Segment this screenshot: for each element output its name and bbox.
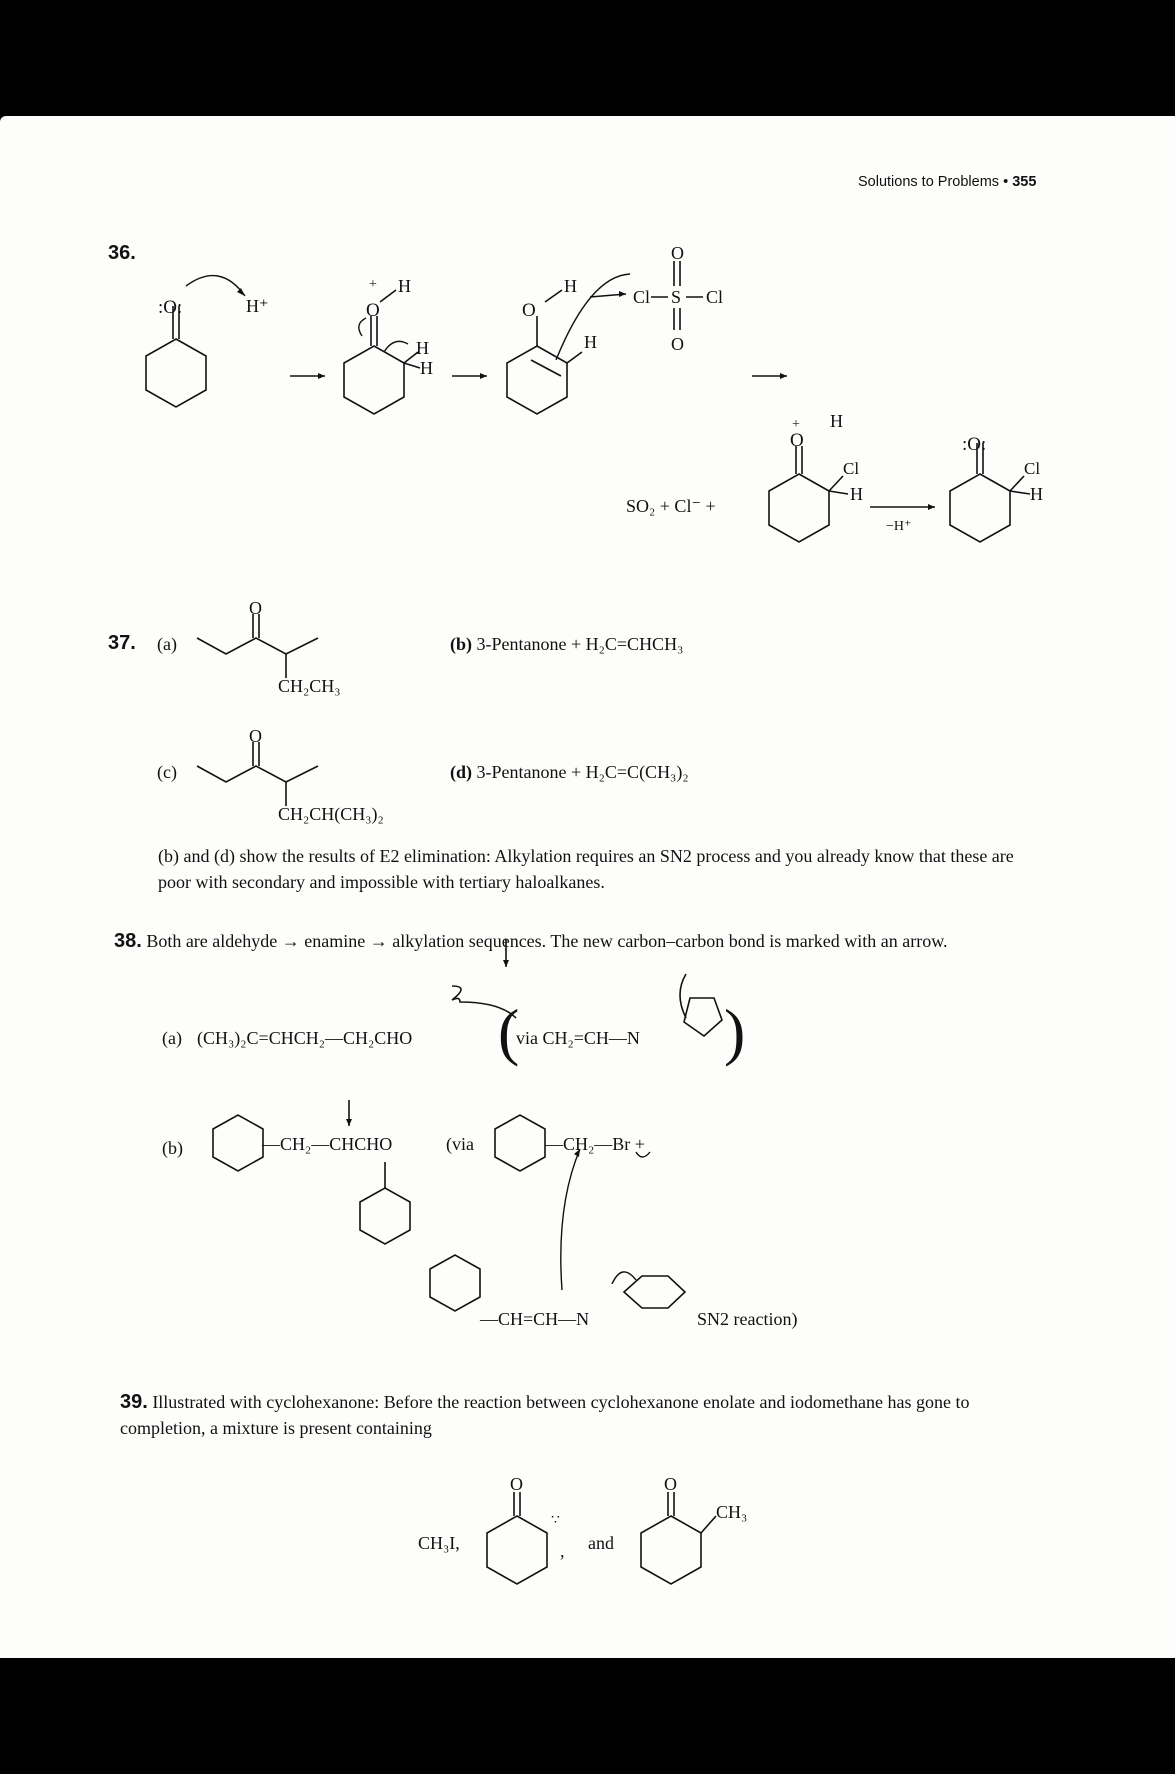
svg-text:O: O — [671, 334, 684, 354]
svg-text::O:: :O: — [962, 434, 987, 455]
cyclohexanone-1 — [146, 297, 206, 407]
svg-text:O: O — [790, 430, 804, 451]
svg-text:O: O — [671, 243, 684, 263]
svg-text:Cl: Cl — [633, 287, 651, 307]
svg-text:H: H — [416, 338, 429, 358]
h-atom: H — [398, 276, 411, 296]
label-37d: (d) 3-Pentanone + H₂C=C(CH₃)₂ — [450, 762, 689, 782]
product-38b: —CH₂—CHCHO — [262, 1134, 393, 1154]
problem-38-intro: 38. Both are aldehyde → enamine → alkylation sequences. The new carbon–carbon bond is marked with an arrow. — [114, 930, 948, 952]
structure-37c — [197, 726, 318, 806]
svg-text:O: O — [664, 1474, 677, 1494]
svg-text:H: H — [584, 332, 597, 352]
textbook-page: Solutions to Problems • 355 36. :O: H⁺ O + H H H O H H Cl S Cl O O SO₂ + Cl⁻ + O + H Cl H −H⁺ :O: Cl H O O O ∵ O CH₃ 37. (a) CH₂CH₃ (b) 3-Pentanone + H₂C=CHCH₃ (c) CH₂CH(CH₃)₂ (d) 3-Pentanone + H₂C=C(CH₃)₂ (b) and (d) show the results of E2 elimination: Alkylation requires an SN2 process and you already know that these are poor with secondary and impossible with tertiary haloalkanes. 38. Both are aldehyde → enamine → alkylation sequences. The new carbon–carbon bond is marked with an arrow. (a) (CH₃)₂C=CHCH₂—CH₂CHO ( via CH₂=CH—N ) (b) —CH₂—CHCHO (via —CH₂—Br + —CH=CH—N SN2 reaction) 39. Illustrated with cyclohexanone: Before the reaction between cyclohexanone enolate and iodomethane has gone to completion, a mixture is present containing CH₃I, , and — [0, 116, 1175, 1658]
benzene-rings-38b — [213, 1100, 685, 1311]
svg-text:Cl: Cl — [843, 459, 860, 478]
plus-charge: + — [369, 277, 377, 292]
page-number: 355 — [1012, 174, 1037, 190]
and-39: and — [588, 1533, 614, 1553]
svg-text:O: O — [249, 598, 262, 618]
label-37c: (c) — [157, 762, 177, 782]
running-title: Solutions to Problems — [858, 174, 1000, 190]
svg-text:Cl: Cl — [706, 287, 724, 307]
chloroketone-product — [950, 434, 1043, 542]
structure-37a — [197, 598, 318, 678]
via-38a: via CH₂=CH—N — [516, 1028, 640, 1048]
label-38a: (a) — [162, 1028, 182, 1048]
carbanion-lone-pair: ∵ — [551, 1513, 560, 1528]
protonated-chloroketone — [769, 411, 863, 542]
curved-arrow — [186, 276, 245, 296]
label-37b: (b) 3-Pentanone + H₂C=CHCH₃ — [450, 634, 684, 654]
o-lone-pairs: :O: — [158, 297, 183, 318]
methyl: CH₃ — [716, 1502, 748, 1522]
sub-37a: CH₂CH₃ — [278, 676, 341, 696]
header-bullet: • — [1003, 174, 1009, 190]
so2-cl-minus: SO₂ + Cl⁻ + — [626, 496, 716, 516]
svg-text:O: O — [510, 1474, 523, 1494]
problem-39-text: 39. Illustrated with cyclohexanone: Before the reaction between cyclohexanone enolate and iodomethane has gone to completion, a mixture is present containing — [120, 1391, 970, 1438]
o-atom: O — [366, 300, 380, 321]
h-plus: H⁺ — [246, 296, 269, 316]
enamine-38b: —CH=CH—N — [480, 1309, 590, 1329]
formula-38a: (CH₃)₂C=CHCH₂—CH₂CHO — [197, 1028, 413, 1048]
protonated-ketone — [344, 276, 433, 414]
thionyl-chloride — [633, 243, 723, 354]
svg-text:Cl: Cl — [1024, 459, 1041, 478]
enolate-39 — [487, 1474, 560, 1584]
ch2br-38b: —CH₂—Br + — [545, 1134, 645, 1154]
sub-37c: CH₂CH(CH₃)₂ — [278, 804, 384, 824]
svg-text:H: H — [830, 411, 843, 431]
comma-39: , — [560, 1541, 565, 1561]
svg-text:H: H — [1030, 484, 1043, 504]
svg-text:O: O — [249, 726, 262, 746]
label-37a: (a) — [157, 634, 177, 654]
svg-text:H: H — [564, 276, 577, 296]
problem-37-number: 37. — [108, 632, 136, 654]
reaction-38b: SN2 reaction) — [697, 1309, 798, 1329]
explanation-37: (b) and (d) show the results of E2 elimination: Alkylation requires an SN2 process and you already know that these are poor with secondary and impossible with tertiary haloalkanes. — [158, 846, 1014, 892]
problem-36-number: 36. — [108, 242, 136, 264]
via-38b: (via — [446, 1134, 474, 1154]
methylcyclohexanone-39 — [641, 1474, 747, 1584]
ch3i-39: CH₃I, — [418, 1533, 460, 1553]
label-38b: (b) — [162, 1138, 183, 1158]
svg-text:H: H — [420, 358, 433, 378]
svg-text:+: + — [792, 417, 800, 432]
minus-h-plus: −H⁺ — [886, 519, 912, 534]
svg-text:S: S — [671, 287, 682, 307]
svg-text:O: O — [522, 300, 536, 321]
svg-text:H: H — [850, 484, 863, 504]
